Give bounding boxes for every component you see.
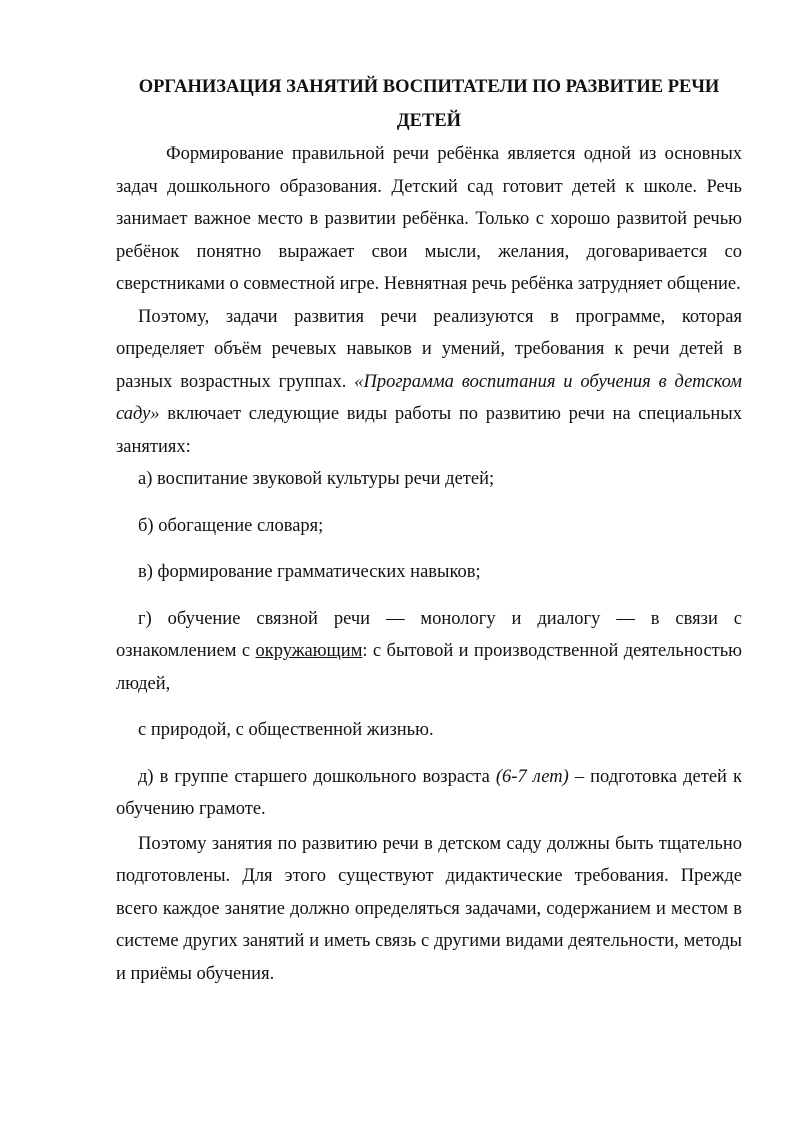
list-item-g-continued: с природой, с общественной жизнью.	[138, 720, 434, 740]
paragraph-intro: Формирование правильной речи ребёнка является одной из основных задач дошкольного образования. Детский сад готовит детей к школе. Речь занимает важное место в развитии ребёнка. Только с хорошо развитой речью ребёнок понятно выражает свои мысли, желания, договаривается со сверстниками о совместной игре. Невнятная речь ребёнка затрудняет общение.	[116, 144, 742, 294]
list-item-d-age: (6-7 лет)	[495, 766, 569, 787]
document-page	[116, 70, 742, 990]
paragraph-program	[116, 301, 742, 464]
list-item-d-end: – подготовка детей к обучению грамоте.	[116, 766, 742, 819]
list-item-g-underlined: окружающим	[255, 641, 363, 661]
list-item-g-start: г) обучение связной речи — монологу и диалогу — в связи с ознакомлением с	[116, 608, 742, 661]
list-item-v: в) формирование грамматических навыков;	[138, 562, 481, 582]
document-title	[104, 70, 754, 138]
paragraph-program-end: включает следующие виды работы по развитию речи на специальных занятиях:	[116, 404, 742, 457]
paragraph-requirements: Поэтому занятия по развитию речи в детском саду должны быть тщательно подготовлены. Для этого существуют дидактические требования. Прежде всего каждое занятие должно определяться задачами, содержанием и местом в системе других занятий и иметь связь с другими видами деятельности, методы и приёмы обучения.	[116, 833, 742, 984]
list-item-g-end: : с бытовой и производственной деятельностью людей,	[116, 641, 742, 694]
title-line-1: ОРГАНИЗАЦИЯ ЗАНЯТИЙ ВОСПИТАТЕЛИ ПО РАЗВИТИЕ РЕЧИ	[138, 77, 720, 97]
program-title: «Программа воспитания и обучения в детском саду»	[116, 371, 742, 424]
paragraph-program-start: Поэтому, задачи развития речи реализуются в программе, которая определяет объём речевых навыков и умений, требования к речи детей в разных возрастных группах.	[116, 306, 742, 392]
list-item-g	[116, 603, 742, 701]
list-item-b: б) обогащение словаря;	[138, 515, 324, 536]
title-line-2: ДЕТЕЙ	[396, 111, 462, 131]
list-item-a: а) воспитание звуковой культуры речи детей;	[138, 469, 495, 489]
list-item-d	[116, 761, 742, 826]
list-item-d-start: д) в группе старшего дошкольного возраста	[138, 766, 496, 787]
